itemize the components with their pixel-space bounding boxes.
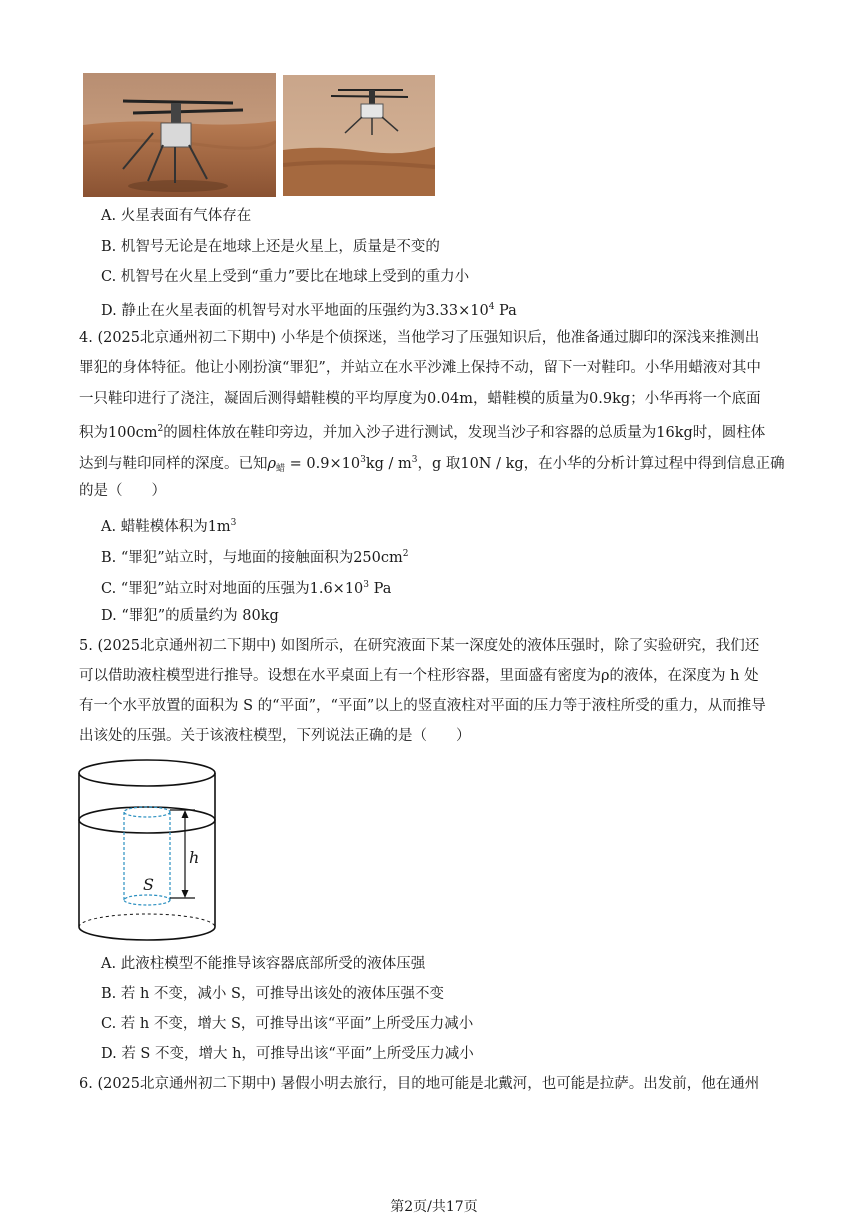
q3-option-d [101, 297, 517, 321]
q5-option-c: C. 若 h 不变，增大 S，可推导出该“平面”上所受压力减小 [101, 1016, 474, 1032]
q4-option-b-text: B. “罪犯”站立时，与地面的接触面积为250cm [101, 550, 403, 566]
q4-option-c [101, 575, 391, 599]
q4-stem-line5 [79, 450, 785, 479]
q4-stem-line2: 罪犯的身体特征。他让小刚扮演“罪犯”，并站立在水平沙滩上保持不动，留下一对鞋印。小华用蜡液对其中 [79, 360, 761, 376]
q4-option-a-text: A. 蜡鞋模体积为1m [101, 519, 231, 535]
q4-option-b-sup: 2 [402, 549, 409, 559]
q3-option-b: B. 机智号无论是在地球上还是火星上，质量是不变的 [101, 239, 440, 255]
fig-label-s: S [143, 875, 154, 894]
q4-option-a-sup: 3 [230, 518, 237, 528]
q4-option-c-unit: Pa [369, 581, 392, 597]
q6-stem-line1: 6. (2025北京通州初二下期中) 暑假小明去旅行，目的地可能是北戴河，也可能是拉萨。出发前，他在通州 [79, 1076, 760, 1092]
mars-helicopter-photo-flying [283, 75, 435, 196]
q4-option-d: D. “罪犯”的质量约为 80kg [101, 608, 279, 624]
q5-option-a: A. 此液柱模型不能推导该容器底部所受的液体压强 [101, 956, 426, 972]
q4-line4-a: 积为100cm [79, 425, 158, 441]
q4-line5-b: = 0.9×10 [285, 456, 361, 472]
q4-stem-line6: 的是（ ） [79, 483, 166, 499]
q3-option-d-text: D. 静止在火星表面的机智号对水平地面的压强约为3.33×10 [101, 303, 489, 319]
q4-rho-sub: 蜡 [276, 464, 286, 474]
q3-option-a: A. 火星表面有气体存在 [101, 208, 252, 224]
q3-option-d-exp: 4 [488, 302, 495, 312]
q4-option-b [101, 544, 408, 568]
q4-line5-sup: 3 [360, 455, 366, 465]
q4-stem-line3: 一只鞋印进行了浇注，凝固后测得蜡鞋模的平均厚度为0.04m，蜡鞋模的质量为0.9kg；小华再将一个底面 [79, 391, 761, 407]
liquid-column-figure [77, 755, 222, 945]
q4-stem-line1: 4. (2025北京通州初二下期中) 小华是个侦探迷，当他学习了压强知识后，他准备通过脚印的深浅来推测出 [79, 330, 760, 346]
q4-rho: ρ [267, 456, 277, 472]
q4-option-a [101, 513, 236, 537]
q4-line5-a: 达到与鞋印同样的深度。已知 [79, 456, 268, 472]
q4-line4-b: 的圆柱体放在鞋印旁边，并加入沙子进行测试，发现当沙子和容器的总质量为16kg时，圆柱体 [163, 425, 766, 441]
q5-stem-line1: 5. (2025北京通州初二下期中) 如图所示，在研究液面下某一深度处的液体压强时，除了实验研究，我们还 [79, 638, 760, 654]
fig-label-h: h [189, 848, 200, 867]
q4-line4-sup: 2 [157, 424, 164, 434]
q3-option-d-unit: Pa [494, 303, 517, 319]
q4-line5-d: ，g 取10N / kg，在小华的分析计算过程中得到信息正确 [417, 456, 785, 472]
q5-option-b: B. 若 h 不变，减小 S，可推导出该处的液体压强不变 [101, 986, 444, 1002]
q5-option-d: D. 若 S 不变，增大 h，可推导出该“平面”上所受压力减小 [101, 1046, 474, 1062]
mars-helicopter-photo-ground [83, 73, 276, 197]
page-number-footer: 第2页/共17页 [390, 1199, 478, 1215]
q5-stem-line2: 可以借助液柱模型进行推导。设想在水平桌面上有一个柱形容器，里面盛有密度为ρ的液体，在深度为 h 处 [79, 668, 759, 684]
q4-line5-sup2: 3 [411, 455, 418, 465]
q5-stem-line4: 出该处的压强。关于该液柱模型，下列说法正确的是（ ） [79, 728, 471, 744]
q4-line5-c: kg / m [365, 456, 412, 472]
q3-option-c: C. 机智号在火星上受到“重力”要比在地球上受到的重力小 [101, 269, 470, 285]
q4-stem-line4 [79, 419, 765, 443]
q5-stem-line3: 有一个水平放置的面积为 S 的“平面”，“平面”以上的竖直液柱对平面的压力等于液柱所受的重力，从而推导 [79, 698, 766, 714]
q4-option-c-sup: 3 [363, 580, 370, 590]
q4-option-c-text: C. “罪犯”站立时对地面的压强为1.6×10 [101, 581, 364, 597]
